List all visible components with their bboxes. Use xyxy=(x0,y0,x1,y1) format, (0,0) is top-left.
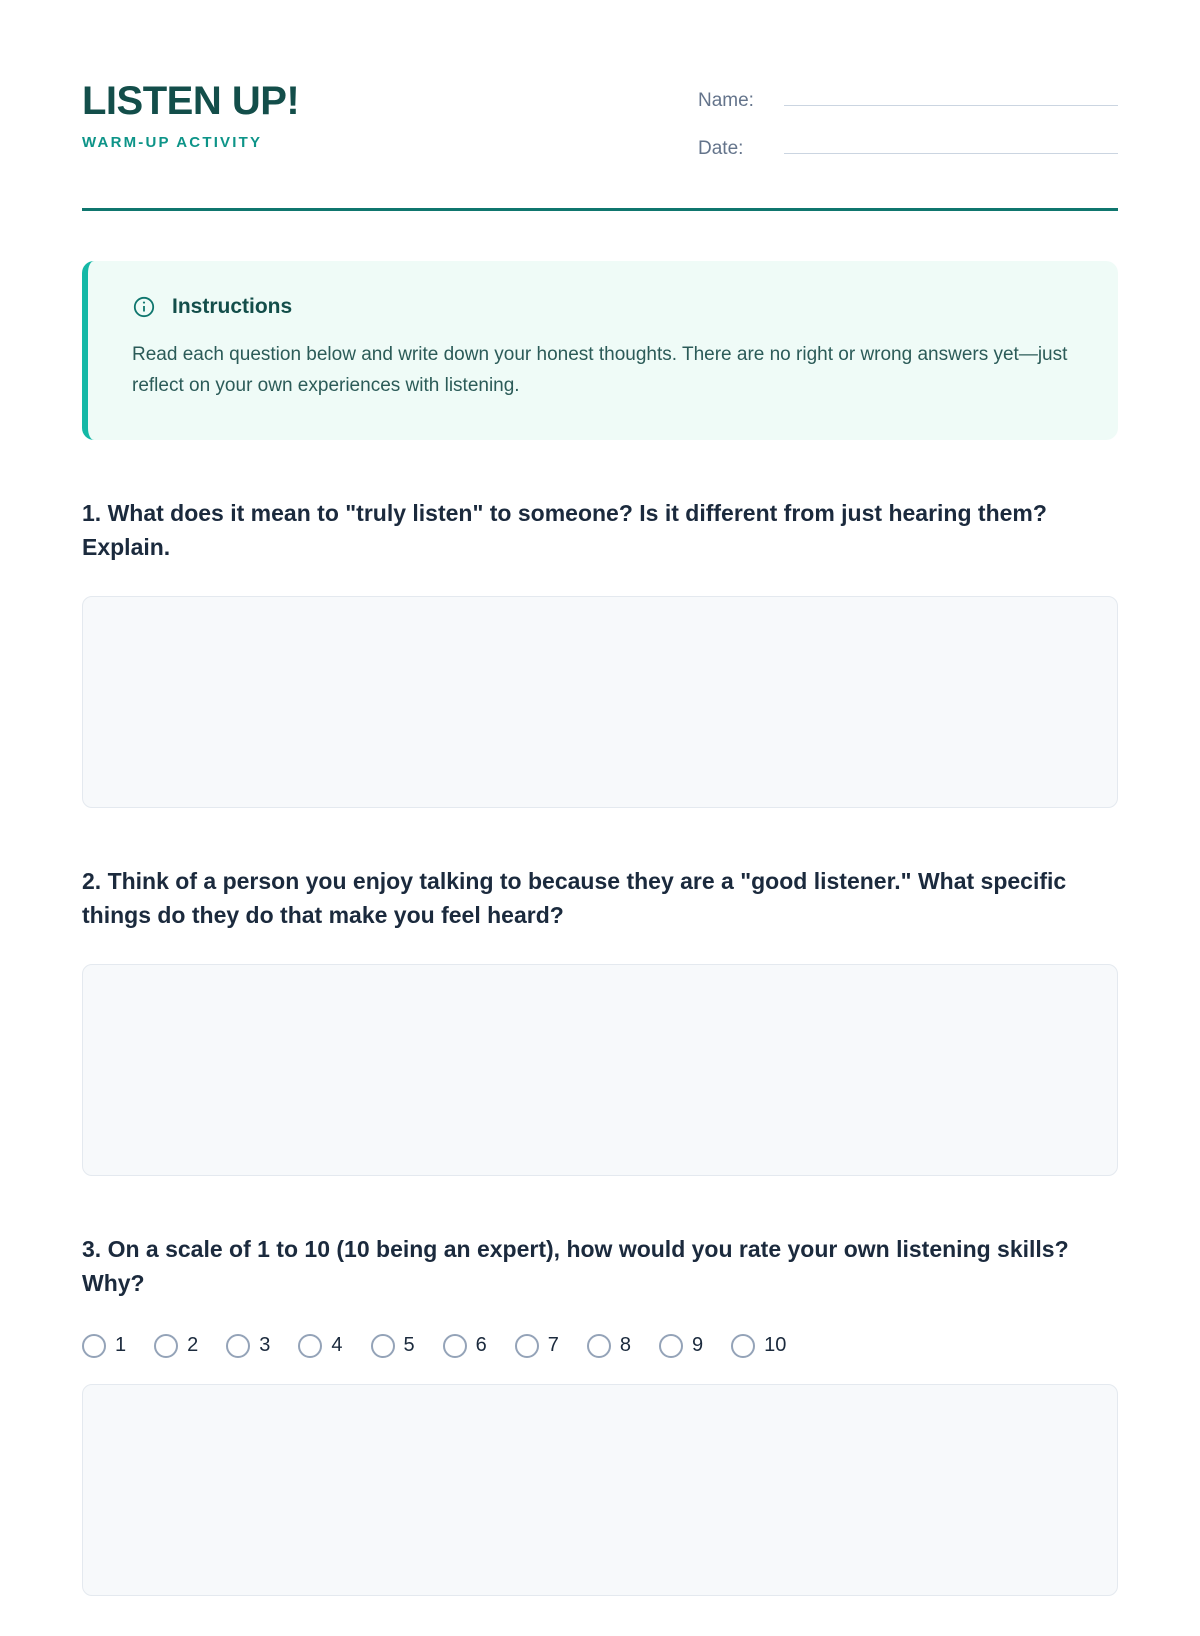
page-subtitle: WARM-UP ACTIVITY xyxy=(82,134,263,151)
question-1 xyxy=(82,496,1118,808)
rating-option-5[interactable] xyxy=(371,1334,415,1358)
name-field-row xyxy=(698,90,1118,112)
rating-option-3[interactable] xyxy=(226,1334,270,1358)
instructions-header xyxy=(132,295,1074,319)
rating-option-1[interactable] xyxy=(82,1334,126,1358)
rating-option-9[interactable] xyxy=(659,1334,703,1358)
radio-icon[interactable] xyxy=(587,1334,611,1358)
question-3-answer-field[interactable] xyxy=(82,1384,1118,1596)
date-field-row xyxy=(698,138,1118,160)
rating-option-label: 6 xyxy=(475,1334,487,1357)
question-2-answer-field[interactable] xyxy=(82,964,1118,1176)
radio-icon[interactable] xyxy=(154,1334,178,1358)
header-divider xyxy=(82,208,1118,211)
rating-option-label: 4 xyxy=(331,1334,343,1357)
document-header xyxy=(82,78,1118,186)
instructions-title: Instructions xyxy=(172,295,293,318)
rating-option-7[interactable] xyxy=(515,1334,559,1358)
name-label: Name: xyxy=(698,90,754,111)
radio-icon[interactable] xyxy=(226,1334,250,1358)
radio-icon[interactable] xyxy=(515,1334,539,1358)
radio-icon[interactable] xyxy=(731,1334,755,1358)
radio-icon[interactable] xyxy=(298,1334,322,1358)
rating-option-label: 1 xyxy=(115,1334,127,1357)
rating-option-label: 9 xyxy=(692,1334,704,1357)
question-2-text: 2. Think of a person you enjoy talking to because they are a "good listener." What specific things do they do that make you feel heard? xyxy=(82,867,1067,928)
question-3 xyxy=(82,1232,1118,1596)
question-2 xyxy=(82,864,1118,1176)
name-input-line[interactable] xyxy=(784,105,1118,106)
title-block xyxy=(82,78,299,151)
rating-scale xyxy=(82,1334,1118,1358)
question-1-answer-field[interactable] xyxy=(82,596,1118,808)
radio-icon[interactable] xyxy=(659,1334,683,1358)
page-title: LISTEN UP! xyxy=(82,79,300,123)
instructions-panel xyxy=(82,261,1118,440)
rating-option-4[interactable] xyxy=(298,1334,342,1358)
rating-option-2[interactable] xyxy=(154,1334,198,1358)
info-circle-icon xyxy=(132,295,156,319)
date-label: Date: xyxy=(698,138,744,159)
rating-option-label: 8 xyxy=(619,1334,631,1357)
rating-option-8[interactable] xyxy=(587,1334,631,1358)
date-input-line[interactable] xyxy=(784,153,1118,154)
radio-icon[interactable] xyxy=(443,1334,467,1358)
rating-option-label: 7 xyxy=(547,1334,559,1357)
radio-icon[interactable] xyxy=(82,1334,106,1358)
rating-option-label: 5 xyxy=(403,1334,415,1357)
question-3-text: 3. On a scale of 1 to 10 (10 being an expert), how would you rate your own listening skills? Why? xyxy=(82,1235,1069,1296)
question-1-text: 1. What does it mean to "truly listen" to someone? Is it different from just hearing them? Explain. xyxy=(82,499,1047,560)
rating-option-10[interactable] xyxy=(731,1334,786,1358)
rating-option-6[interactable] xyxy=(443,1334,487,1358)
rating-option-label: 2 xyxy=(187,1334,199,1357)
instructions-text: Read each question below and write down your honest thoughts. There are no right or wrong answers yet—just reflect on your own experiences with listening. xyxy=(132,344,1068,397)
rating-option-label: 10 xyxy=(764,1334,787,1357)
student-meta-block xyxy=(698,78,1118,186)
rating-option-label: 3 xyxy=(259,1334,271,1357)
radio-icon[interactable] xyxy=(371,1334,395,1358)
